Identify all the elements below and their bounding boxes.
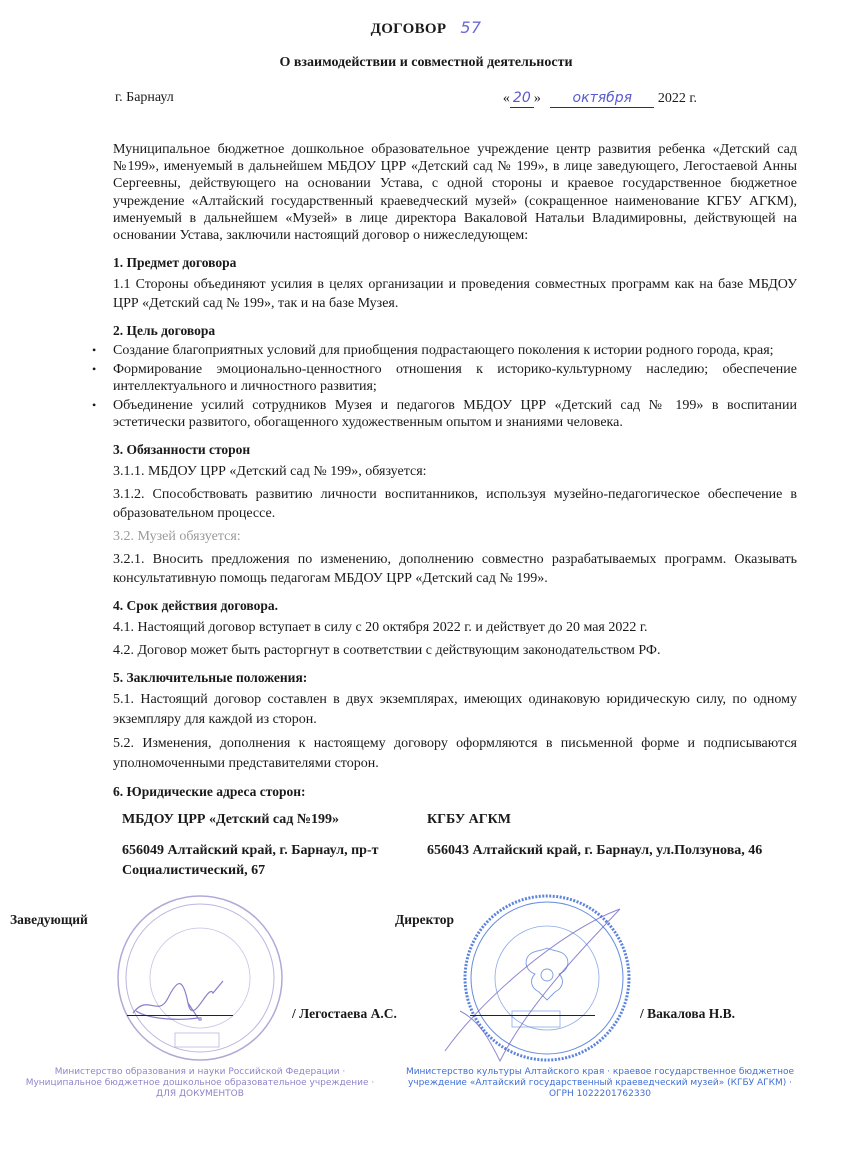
section-5-2: 5.2. Изменения, дополнения к настоящему договору оформляются в письменной форме и подписываются уполномоченными представителями сторон. bbox=[113, 735, 797, 771]
date-month: октября bbox=[550, 89, 654, 108]
right-stamp-text: Министерство культуры Алтайского края · краевое государственное бюджетное учреждение «Алтайский государственный краеведческий музей» (КГБУ АГКМ) · ОГРН 1022201762330 bbox=[405, 1066, 795, 1099]
date-day: 20 bbox=[510, 89, 534, 108]
goal-text: Объединение усилий сотрудников Музея и педагогов МБДОУ ЦРР «Детский сад № 199» в воспитании эстетически развитого, обогащенного художественным опытом и знаниями человека. bbox=[113, 397, 797, 431]
section-3-2: 3.2. Музей обязуется: bbox=[113, 528, 241, 544]
section-2-heading: 2. Цель договора bbox=[113, 323, 216, 339]
party-right-role: Директор bbox=[395, 911, 455, 927]
handwritten-contract-number: 57 bbox=[460, 18, 482, 37]
section-5-heading: 5. Заключительные положения: bbox=[113, 669, 308, 685]
party-left-address: 656049 Алтайский край, г. Барнаул, пр-т Социалистический, 67 bbox=[122, 842, 379, 878]
section-4-1: 4.1. Настоящий договор вступает в силу с 20 октября 2022 г. и действует до 20 мая 2022 г. bbox=[113, 619, 648, 635]
party-left-block bbox=[122, 810, 412, 881]
party-right-signature-caption bbox=[640, 1005, 735, 1022]
section-1-heading: 1. Предмет договора bbox=[113, 255, 237, 271]
left-signature-line bbox=[127, 1015, 233, 1016]
section-1-paragraph-1: 1.1 Стороны объединяют усилия в целях организации и проведения совместных программ как на базе МБДОУ ЦРР «Детский сад № 199», так и на базе Музея. bbox=[113, 277, 797, 312]
goal-item bbox=[92, 397, 797, 432]
section-4-heading: 4. Срок действия договора. bbox=[113, 597, 278, 613]
date-close-quote: » bbox=[533, 91, 541, 106]
party-right-name: КГБУ АГКМ bbox=[427, 811, 511, 827]
signature-area bbox=[0, 887, 797, 1127]
title-text: ДОГОВОР bbox=[370, 21, 447, 37]
party-right-block bbox=[427, 810, 767, 881]
goal-item bbox=[92, 361, 797, 396]
goals-list bbox=[92, 342, 797, 432]
section-3-2-1: 3.2.1. Вносить предложения по изменению, дополнению совместно разрабатываемых программ. Оказывать консультативную помощь педагогам МБДОУ ЦРР «Детский сад № 199». bbox=[113, 551, 797, 586]
contract-date bbox=[503, 89, 697, 108]
bullet-icon: • bbox=[92, 343, 97, 358]
goal-item bbox=[92, 342, 797, 360]
intro-paragraph: Муниципальное бюджетное дошкольное образовательное учреждение центр развития ребенка «Детский сад №199», именуемый в дальнейшем МБДОУ ЦРР «Детский сад № 199», в лице заведующего, Легостаевой Анны Сергеевны, действующего на основании Устава, с одной стороны и краевое государственное бюджетное учреждение «Алтайский государственный краеведческий музей» (сокращенное наименование КГБУ АГКМ), именуемый в дальнейшем «Музей» в лице директора Вакаловой Натальи Владимировны, действующей на основании Устава, заключили настоящий договор о нижеследующем: bbox=[113, 142, 797, 244]
bullet-icon: • bbox=[92, 361, 97, 376]
section-3-1-1: 3.1.1. МБДОУ ЦРР «Детский сад № 199», обязуется: bbox=[113, 463, 427, 479]
date-open-quote: « bbox=[502, 91, 510, 106]
place-and-date-line bbox=[113, 89, 797, 108]
bullet-icon: • bbox=[92, 397, 97, 412]
left-slash: / bbox=[292, 1005, 296, 1021]
section-3-1-2: 3.1.2. Способствовать развитию личности воспитанников, используя музейно-педагогическое обеспечение в образовательном процессе. bbox=[113, 486, 797, 521]
section-3-heading: 3. Обязанности сторон bbox=[113, 441, 251, 457]
party-right-address: 656043 Алтайский край, г. Барнаул, ул.Ползунова, 46 bbox=[427, 842, 763, 858]
party-left-signatory: Легостаева А.С. bbox=[299, 1005, 397, 1021]
date-year: 2022 г. bbox=[657, 91, 697, 106]
section-5-1: 5.1. Настоящий договор составлен в двух экземплярах, имеющих одинаковую юридическую силу, по одному экземпляру для каждой из сторон. bbox=[113, 691, 797, 727]
section-6-heading: 6. Юридические адреса сторон: bbox=[113, 783, 306, 799]
left-stamp-text: Министерство образования и науки Российской Федерации · Муниципальное бюджетное дошкольное образовательное учреждение · ДЛЯ ДОКУМЕНТОВ bbox=[25, 1066, 375, 1099]
goal-text: Создание благоприятных условий для приобщения подрастающего поколения к истории родного города, края; bbox=[113, 343, 774, 359]
right-handwritten-signature bbox=[440, 901, 650, 1071]
right-slash: / bbox=[640, 1005, 644, 1021]
party-left-role: Заведующий bbox=[10, 911, 88, 927]
document-title bbox=[0, 18, 852, 39]
party-right-signatory: Вакалова Н.В. bbox=[647, 1005, 735, 1021]
addresses-grid bbox=[122, 810, 797, 881]
city-label: г. Барнаул bbox=[115, 90, 174, 105]
goal-text: Формирование эмоционально-ценностного отношения к историко-культурному наследию; обеспечение интеллектуального и личностного развития; bbox=[113, 361, 797, 395]
right-signature-line bbox=[470, 1015, 595, 1016]
party-left-name: МБДОУ ЦРР «Детский сад №199» bbox=[122, 811, 339, 827]
document-subtitle: О взаимодействии и совместной деятельности bbox=[279, 55, 573, 70]
party-left-signature-caption bbox=[292, 1005, 397, 1022]
section-4-2: 4.2. Договор может быть расторгнут в соответствии с действующим законодательством РФ. bbox=[113, 642, 661, 658]
